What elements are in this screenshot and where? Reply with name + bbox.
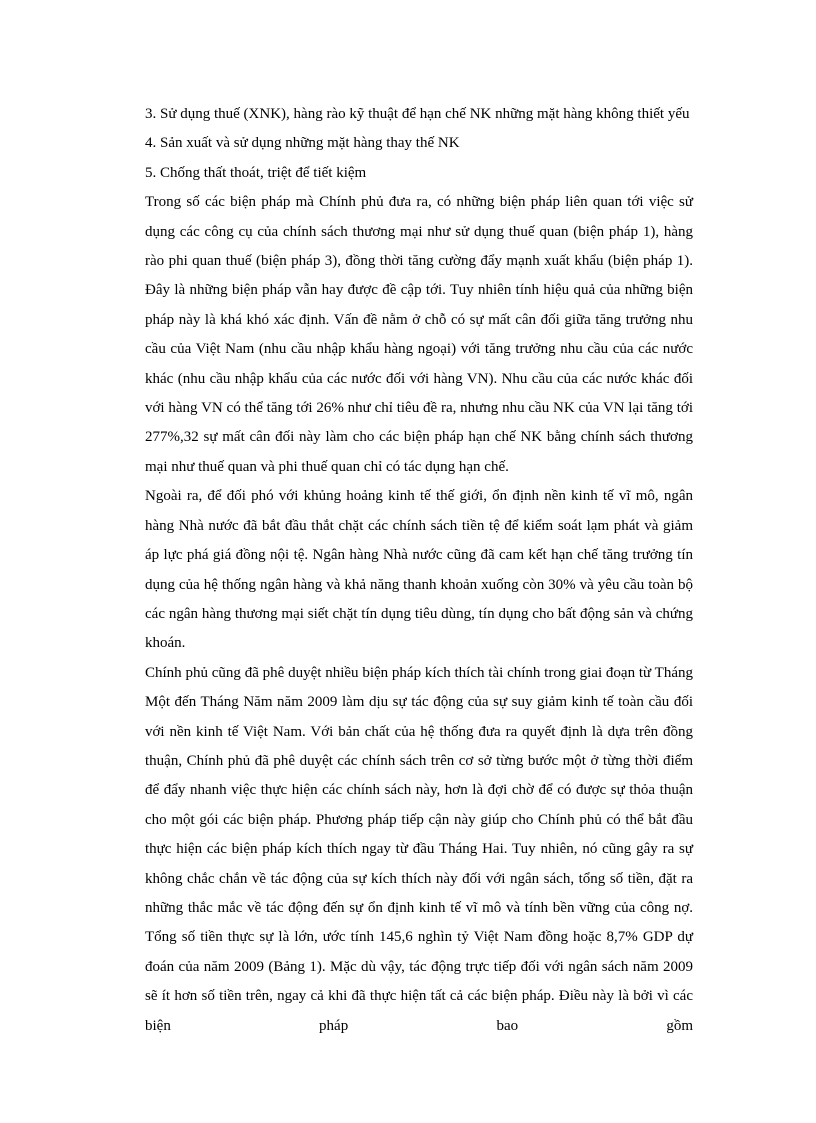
- paragraph-fiscal-stimulus: Chính phủ cũng đã phê duyệt nhiều biện pháp kích thích tài chính trong giai đoạn từ Tháng Một đến Tháng Năm năm 2009 làm dịu sự tác động của sự suy giảm kinh tế toàn cầu đối với nền kinh tế Việt Nam. Với bản chất của hệ thống đưa ra quyết định là dựa trên đồng thuận, Chính phủ đã phê duyệt các chính sách trên cơ sở từng bước một ở từng thời điểm để đẩy nhanh việc thực hiện các chính sách này, hơn là đợi chờ để có được sự thỏa thuận cho một gói các biện pháp. Phương pháp tiếp cận này giúp cho Chính phủ có thể bắt đầu thực hiện các biện pháp kích thích ngay từ đầu Tháng Hai. Tuy nhiên, nó cũng gây ra sự không chắc chắn về tác động của sự kích thích này đối với ngân sách, tổng số tiền, đặt ra những thắc mắc về tác động đến sự ổn định kinh tế vĩ mô và tính bền vững của công nợ. Tổng số tiền thực sự là lớn, ước tính 145,6 nghìn tỷ Việt Nam đồng hoặc 8,7% GDP dự đoán của năm 2009 (Bảng 1). Mặc dù vậy, tác động trực tiếp đối với ngân sách năm 2009 sẽ ít hơn số tiền trên, ngay cả khi đã thực hiện tất cả các biện pháp. Điều này là bởi vì các biện pháp bao gồm: [145, 664, 693, 1034]
- paragraph-trade-policy: Trong số các biện pháp mà Chính phủ đưa ra, có những biện pháp liên quan tới việc sử dụng các công cụ của chính sách thương mại như sử dụng thuế quan (biện pháp 1), hàng rào phi quan thuế (biện pháp 3), đồng thời tăng cường đẩy mạnh xuất khẩu (biện pháp 1). Đây là những biện pháp vẫn hay được đề cập tới. Tuy nhiên tính hiệu quả của những biện pháp này là khá khó xác định. Vấn đề nằm ở chỗ có sự mất cân đối giữa tăng trưởng nhu cầu của Việt Nam (nhu cầu nhập khẩu hàng ngoại) với tăng trưởng nhu cầu của các nước khác (nhu cầu nhập khẩu của các nước đối với hàng VN). Nhu cầu của các nước khác đối với hàng VN có thể tăng tới 26% như chỉ tiêu đề ra, nhưng nhu cầu NK của VN lại tăng tới 277%,32 sự mất cân đối này làm cho các biện pháp hạn chế NK bằng chính sách thương mại như thuế quan và phi thuế quan chỉ có tác dụng hạn chế.: [145, 194, 693, 475]
- document-body: [145, 100, 693, 1041]
- list-item-3: 3. Sử dụng thuế (XNK), hàng rào kỹ thuật để hạn chế NK những mặt hàng không thiết yếu: [145, 106, 690, 122]
- paragraph-monetary-policy: Ngoài ra, để đối phó với khủng hoảng kinh tế thế giới, ổn định nền kinh tế vĩ mô, ngân hàng Nhà nước đã bắt đầu thắt chặt các chính sách tiền tệ để kiểm soát lạm phát và giảm áp lực phá giá đồng nội tệ. Ngân hàng Nhà nước cũng đã cam kết hạn chế tăng trưởng tín dụng của hệ thống ngân hàng và khả năng thanh khoản xuống còn 30% và yêu cầu toàn bộ các ngân hàng thương mại siết chặt tín dụng tiêu dùng, tín dụng cho bất động sản và chứng khoán.: [145, 488, 693, 652]
- list-item-4: 4. Sản xuất và sử dụng những mặt hàng thay thế NK: [145, 135, 460, 152]
- list-item-5: 5. Chống thất thoát, triệt để tiết kiệm: [145, 164, 367, 181]
